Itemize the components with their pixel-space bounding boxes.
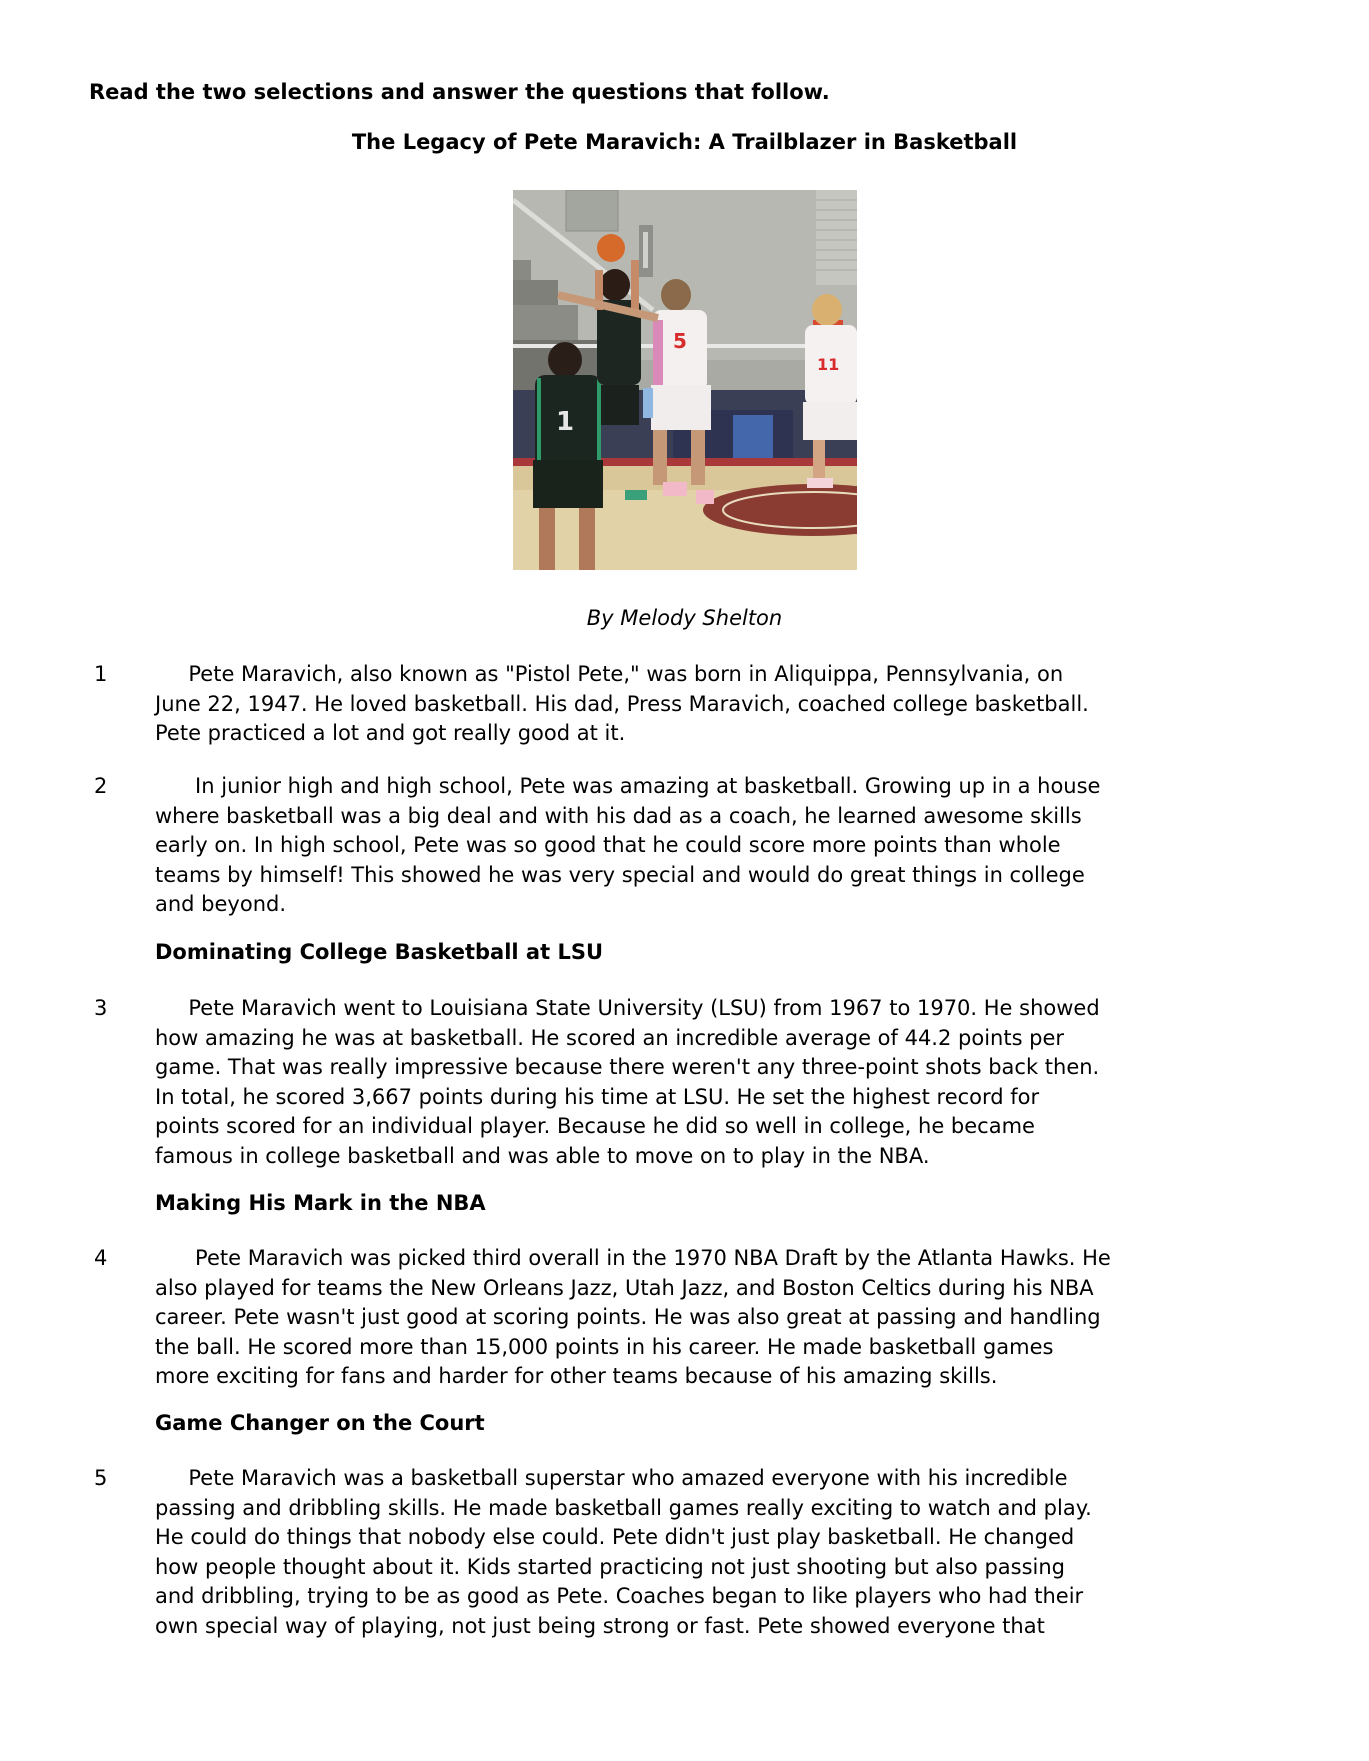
svg-text:1: 1 <box>556 407 575 437</box>
text-line: how people thought about it. Kids started practicing not just shooting but also passing <box>155 1554 1065 1579</box>
paragraph-text <box>155 1244 1111 1392</box>
instructions: Read the two selections and answer the questions that follow. <box>89 80 830 104</box>
text-line: and beyond. <box>155 892 287 917</box>
text-line: June 22, 1947. He loved basketball. His dad, Press Maravich, coached college basketball. <box>155 691 1089 716</box>
text-line: game. That was really impressive because there weren't any three-point shots back then. <box>155 1055 1100 1080</box>
text-line: teams by himself! This showed he was very special and would do great things in college <box>155 862 1085 887</box>
text-line: the ball. He scored more than 15,000 points in his career. He made basketball games <box>155 1334 1054 1359</box>
paragraph-number: 2 <box>94 774 108 798</box>
text-line: and dribbling, trying to be as good as Pete. Coaches began to like players who had their <box>155 1584 1084 1609</box>
text-line: how amazing he was at basketball. He scored an incredible average of 44.2 points per <box>155 1025 1065 1050</box>
text-line: also played for teams the New Orleans Jazz, Utah Jazz, and Boston Celtics during his NBA <box>155 1275 1094 1300</box>
paragraph-number: 1 <box>94 662 108 686</box>
paragraph-text <box>155 994 1100 1172</box>
text-line: Pete Maravich, also known as "Pistol Pete," was born in Aliquippa, Pennsylvania, on <box>155 662 1064 686</box>
text-line: where basketball was a big deal and with his dad as a coach, he learned awesome skills <box>155 803 1082 828</box>
section-heading: Dominating College Basketball at LSU <box>155 940 604 964</box>
text-line: Pete Maravich went to Louisiana State University (LSU) from 1967 to 1970. He showed <box>155 996 1100 1020</box>
text-line: points scored for an individual player. Because he did so well in college, he became <box>155 1114 1035 1139</box>
svg-text:5: 5 <box>673 329 687 353</box>
text-line: early on. In high school, Pete was so good that he could score more points than whole <box>155 833 1061 858</box>
byline: By Melody Shelton <box>586 606 783 630</box>
text-line: In junior high and high school, Pete was amazing at basketball. Growing up in a house <box>155 774 1101 798</box>
section-heading: Game Changer on the Court <box>155 1411 485 1435</box>
paragraph-text <box>155 772 1100 920</box>
text-line: He could do things that nobody else could. Pete didn't just play basketball. He changed <box>155 1525 1075 1550</box>
text-line: Pete practiced a lot and got really good at it. <box>155 721 626 746</box>
text-line: famous in college basketball and was able to move on to play in the NBA. <box>155 1143 930 1168</box>
text-line: passing and dribbling skills. He made basketball games really exciting to watch and play. <box>155 1495 1092 1520</box>
paragraph-text <box>155 1464 1092 1642</box>
basketball-photo <box>513 190 857 570</box>
text-line: Pete Maravich was a basketball superstar who amazed everyone with his incredible <box>155 1466 1068 1490</box>
text-line: more exciting for fans and harder for other teams because of his amazing skills. <box>155 1364 998 1389</box>
text-line: In total, he scored 3,667 points during his time at LSU. He set the highest record for <box>155 1084 1040 1109</box>
paragraph-number: 3 <box>94 996 108 1020</box>
paragraph-text <box>155 660 1089 749</box>
article-title: The Legacy of Pete Maravich: A Trailblazer in Basketball <box>351 130 1018 154</box>
paragraph-number: 5 <box>94 1466 108 1490</box>
svg-text:11: 11 <box>817 355 840 374</box>
text-line: career. Pete wasn't just good at scoring points. He was also great at passing and handling <box>155 1305 1101 1330</box>
text-line: own special way of playing, not just being strong or fast. Pete showed everyone that <box>155 1613 1045 1638</box>
text-line: Pete Maravich was picked third overall in the 1970 NBA Draft by the Atlanta Hawks. He <box>155 1246 1111 1270</box>
paragraph-number: 4 <box>94 1246 108 1270</box>
section-heading: Making His Mark in the NBA <box>155 1191 486 1215</box>
